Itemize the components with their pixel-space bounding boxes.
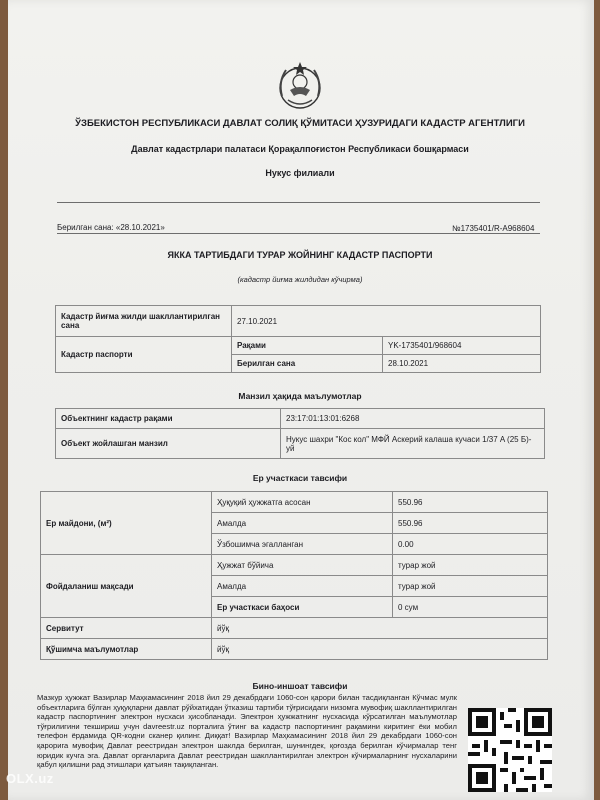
land-price-label: Ер участкаси баҳоси bbox=[212, 597, 393, 618]
land-purpose-label: Фойдаланиш мақсади bbox=[41, 555, 212, 618]
state-emblem-icon bbox=[270, 56, 330, 116]
purpose-actual-value: турар жой bbox=[393, 576, 548, 597]
formed-date-label: Кадастр йиғма жилди шакллантирилган сана bbox=[56, 306, 232, 337]
branch-title: Нукус филиали bbox=[265, 168, 335, 178]
extra-info-label: Қўшимча маълумотлар bbox=[41, 639, 212, 660]
purpose-actual-label: Амалда bbox=[212, 576, 393, 597]
issued-date: Берилган сана: «28.10.2021» bbox=[57, 223, 165, 232]
purpose-doc-label: Ҳужжат бўйича bbox=[212, 555, 393, 576]
document-subtitle: (кадастр йиғма жилдидан кўчирма) bbox=[237, 275, 363, 284]
watermark-text: OLX.uz bbox=[6, 771, 54, 786]
passport-table bbox=[55, 305, 541, 373]
address-table bbox=[55, 408, 545, 459]
land-table bbox=[40, 491, 548, 660]
actual-area-label: Амалда bbox=[212, 513, 393, 534]
building-section-title: Бино-иншоат тавсифи bbox=[252, 681, 348, 691]
cadastre-number-value: 23:17:01:13:01:6268 bbox=[281, 409, 545, 429]
document-title: ЯККА ТАРТИБДАГИ ТУРАР ЖОЙНИНГ КАДАСТР ПАСПОРТИ bbox=[167, 250, 433, 260]
land-price-value: 0 сум bbox=[393, 597, 548, 618]
passport-issued-label: Берилган сана bbox=[232, 355, 383, 373]
address-value: Нукус шахри "Кос кол" МФЙ Аскерий калаша кучаси 1/37 A (25 Б)-уй bbox=[281, 429, 545, 459]
land-section-title: Ер участкаси тавсифи bbox=[252, 473, 348, 483]
document-number: №1735401/R-A968604 bbox=[452, 224, 535, 233]
land-area-label: Ер майдони, (м²) bbox=[41, 492, 212, 555]
address-section-title: Манзил ҳақида маълумотлар bbox=[238, 391, 362, 401]
legal-area-label: Ҳуқуқий ҳужжатга асосан bbox=[212, 492, 393, 513]
qr-code-icon[interactable] bbox=[468, 708, 552, 792]
passport-issued-value: 28.10.2021 bbox=[383, 355, 541, 373]
extra-info-value: йўқ bbox=[212, 639, 548, 660]
actual-area-value: 550.96 bbox=[393, 513, 548, 534]
purpose-doc-value: турар жой bbox=[393, 555, 548, 576]
cadastre-number-label: Объектнинг кадастр рақами bbox=[56, 409, 281, 429]
arbitrary-area-value: 0.00 bbox=[393, 534, 548, 555]
arbitrary-area-label: Ўзбошимча эгалланган bbox=[212, 534, 393, 555]
servitude-value: йўқ bbox=[212, 618, 548, 639]
servitude-label: Сервитут bbox=[41, 618, 212, 639]
passport-label: Кадастр паспорти bbox=[56, 337, 232, 373]
passport-number-value: YK-1735401/968604 bbox=[383, 337, 541, 355]
legal-area-value: 550.96 bbox=[393, 492, 548, 513]
passport-number-label: Рақами bbox=[232, 337, 383, 355]
department-title: Давлат кадастрлари палатаси Қорақалпоғистон Республикаси бошқармаси bbox=[131, 144, 469, 154]
legal-notice-text: Мазкур ҳужжат Вазирлар Маҳкамасининг 2018 йил 29 декабрдаги 1060-сон қарори билан тасдиқланган Кўчмас мулк объектларига бўлган ҳуқуқларни давлат рўйхатидан ўтказиш тартиби тўғрисидаги низомга мувофиқ шакллантирилган кадастр паспортининг электрон нусхаси ҳисобланади. Электрон ҳужжатнинг нусхасида кўрсатилган маълумотлар тўғрилигини текшириш учун davreestr.uz порталига ўтинг ва кадастр паспортининг рақамини киритинг ёки мобил телефон ёрдамида QR-кодни сканер қилинг. Диққат! Вазирлар Маҳкамасининг 2018 йил 29 декабрдаги 1060-сон қарорига мувофиқ Давлат реестридан электрон шаклда берилган, шунингдек, қоғозда берилган кўчирмалар тенг юридик кучга эга. Давлат органларига Давлат реестридан шакллантирилган электрон кўчирмаларнинг нусхаларини қабул қилишни рад этишлари қатъиян тақиқланган. bbox=[37, 693, 457, 770]
agency-title: ЎЗБЕКИСТОН РЕСПУБЛИКАСИ ДАВЛАТ СОЛИҚ ҚЎМИТАСИ ҲУЗУРИДАГИ КАДАСТР АГЕНТЛИГИ bbox=[75, 118, 525, 129]
divider-line bbox=[57, 233, 540, 234]
formed-date-value: 27.10.2021 bbox=[232, 306, 541, 337]
address-label: Объект жойлашган манзил bbox=[56, 429, 281, 459]
divider-line bbox=[57, 202, 540, 203]
